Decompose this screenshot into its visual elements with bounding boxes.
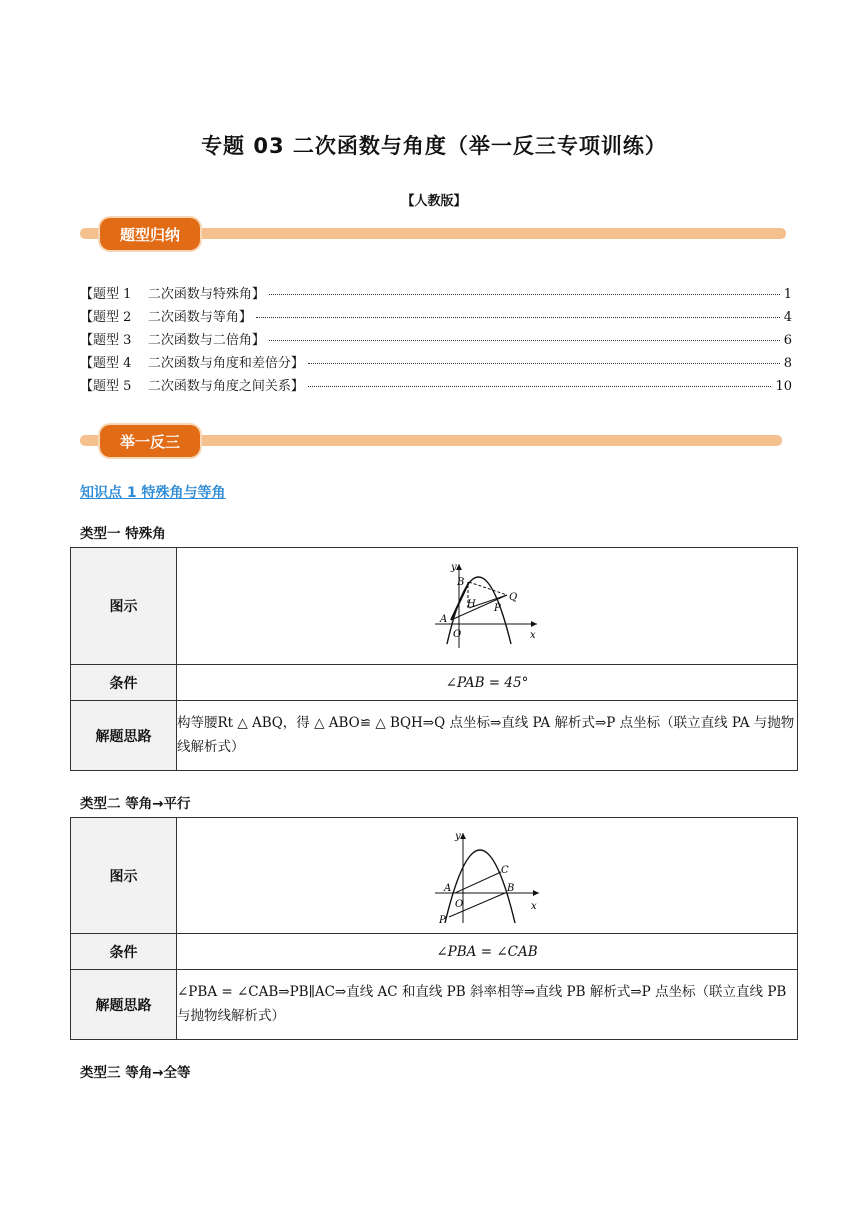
label-q: Q [509, 592, 518, 603]
parabola-figure [427, 560, 547, 652]
toc-item[interactable]: 【题型 2 二次函数与等角】 4 [80, 310, 792, 325]
section-banner-examples: 举一反三 [100, 425, 200, 457]
label-o: O [455, 898, 464, 910]
label-o: O [453, 629, 462, 640]
label-p: P [439, 914, 446, 925]
condition-text: ∠PAB = 45° [177, 665, 798, 701]
label-a: A [440, 614, 448, 625]
idea-text: 构等腰Rt △ ABQ，得 △ ABO≌ △ BQH⇒Q 点坐标⇒直线 PA 解析式⇒P 点坐标（联立直线 PA 与抛物线解析式） [177, 701, 798, 771]
page-title: 专题 03 二次函数与角度（举一反三专项训练） [201, 134, 667, 158]
label-a: A [444, 882, 452, 894]
label-p: P [494, 603, 501, 614]
type-heading: 类型二 等角→平行 [80, 796, 191, 812]
label-c: C [501, 864, 509, 876]
row-label-condition: 条件 [71, 934, 177, 970]
row-label-idea: 解题思路 [71, 701, 177, 771]
edition-label: 【人教版】 [401, 194, 467, 209]
label-x: x [530, 630, 536, 641]
toc-item[interactable]: 【题型 4 二次函数与角度和差倍分】 8 [80, 356, 792, 371]
label-y: y [455, 830, 461, 842]
label-x: x [531, 900, 537, 912]
label-b: B [457, 577, 465, 588]
row-label-figure: 图示 [71, 548, 177, 665]
type-heading: 类型三 等角→全等 [80, 1065, 191, 1081]
row-label-condition: 条件 [71, 665, 177, 701]
type-heading: 类型一 特殊角 [80, 526, 166, 542]
section-banner-question-types: 题型归纳 [100, 218, 200, 250]
figure-cell [177, 548, 798, 665]
label-b: B [507, 882, 515, 894]
type2-table [70, 817, 798, 1040]
toc-item[interactable]: 【题型 5 二次函数与角度之间关系】 10 [80, 379, 792, 394]
toc-item[interactable]: 【题型 1 二次函数与特殊角】 1 [80, 287, 792, 302]
label-h: H [467, 599, 476, 610]
row-label-idea: 解题思路 [71, 970, 177, 1040]
toc-item[interactable]: 【题型 3 二次函数与二倍角】 6 [80, 333, 792, 348]
label-y: y [451, 562, 457, 573]
type1-table [70, 547, 798, 771]
figure-cell [177, 818, 798, 934]
condition-text: ∠PBA = ∠CAB [177, 934, 798, 970]
idea-text: ∠PBA = ∠CAB⇒PB∥AC⇒直线 AC 和直线 PB 斜率相等⇒直线 PB 解析式⇒P 点坐标（联立直线 PB 与抛物线解析式） [177, 970, 798, 1040]
parabola-figure [427, 827, 547, 925]
row-label-figure: 图示 [71, 818, 177, 934]
knowledge-point-heading[interactable]: 知识点 1 特殊角与等角 [80, 485, 226, 501]
